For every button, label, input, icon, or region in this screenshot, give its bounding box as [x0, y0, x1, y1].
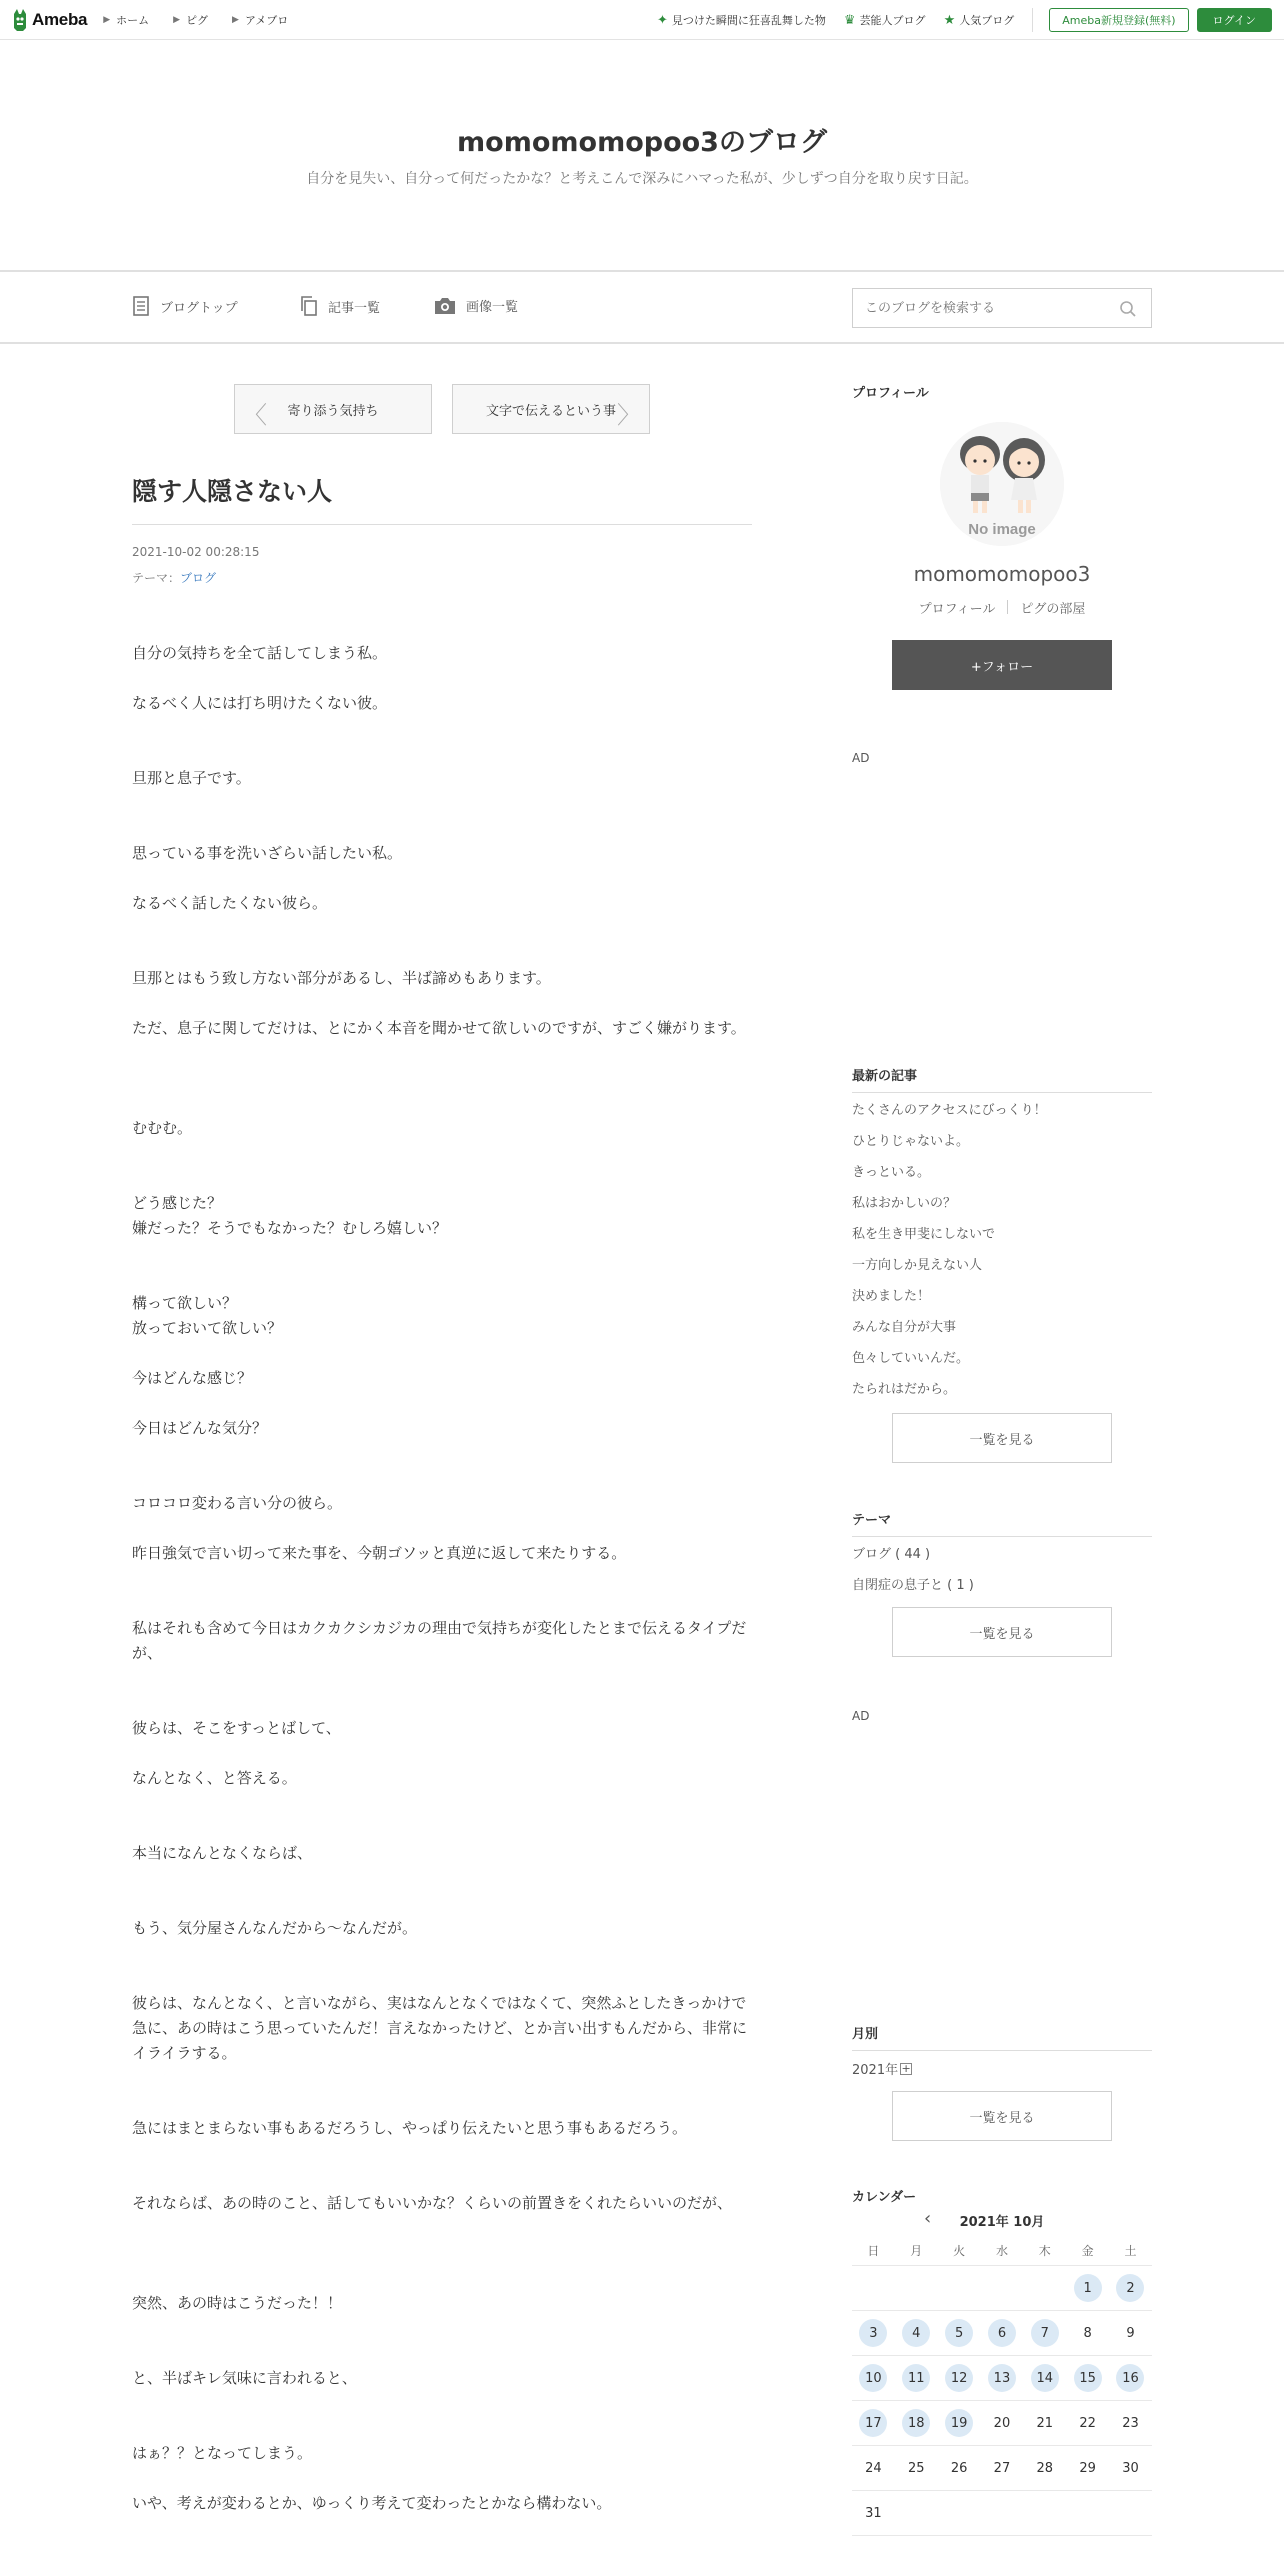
article-paragraph: 急にはまとまらない事もあるだろうし、やっぱり伝えたいと思う事もあるだろう。 [132, 2119, 688, 2137]
calendar-day-link[interactable]: 15 [1074, 2364, 1102, 2392]
calendar-day: 23 [1122, 2415, 1139, 2431]
year-toggle[interactable]: 2021年 + [852, 2062, 911, 2078]
link-popular-blog[interactable]: ★ 人気ブログ [943, 12, 1015, 28]
calendar-day-link[interactable]: 12 [945, 2364, 973, 2392]
article-paragraph: もう、気分屋さんなんだから〜なんだが。 [132, 1919, 418, 1937]
recent-item[interactable]: きっといる。 [852, 1165, 931, 1180]
recent-item[interactable]: 色々していいんだ。 [852, 1351, 970, 1366]
themes-section [852, 1509, 1152, 1659]
theme-link[interactable]: ブログ [180, 571, 217, 585]
star-icon: ★ [943, 12, 956, 28]
nav-pigg[interactable]: ▶ ピグ [173, 13, 209, 27]
calendar-day: 29 [1079, 2460, 1096, 2476]
nav-home[interactable]: ▶ ホーム [103, 13, 150, 27]
calendar-week-row [852, 2401, 1152, 2446]
calendar-weekday: 木 [1038, 2244, 1051, 2258]
monthly-section [852, 2023, 1152, 2143]
divider [132, 524, 752, 525]
calendar-day: 24 [865, 2460, 882, 2476]
article-paragraph: 彼らは、なんとなく、と言いながら、実はなんとなくではなくて、突然ふとしたきっかけで急に、あの時はこう思っていたんだ！言えなかったけど、とか言い出すもんだから、非常にイライラする。 [132, 1994, 748, 2062]
calendar-day[interactable] [938, 2409, 981, 2437]
calendar-weekday: 日 [867, 2244, 880, 2258]
article-paragraph: 思っている事を洗いざらい話したい私。 [132, 844, 403, 862]
nav-image-list[interactable]: 画像一覧 [434, 296, 518, 315]
blog-title[interactable]: momomomopoo3のブログ [457, 127, 827, 158]
article-paragraph: 嫌だった？そうでもなかった？むしろ嬉しい？ [132, 1219, 448, 1237]
crown-icon: ♛ [843, 12, 856, 28]
prev-article-button[interactable]: 〈 寄り添う気持ち [234, 384, 432, 434]
profile-name[interactable]: momomomopoo3 [913, 562, 1091, 586]
monthly-more-button[interactable]: 一覧を見る [892, 2091, 1112, 2141]
global-nav [103, 12, 312, 28]
calendar-weekday: 火 [953, 2244, 966, 2258]
calendar-day[interactable] [981, 2364, 1024, 2392]
profile-links [852, 598, 1152, 617]
global-header [0, 0, 1284, 40]
chevron-right-icon: 〉 [617, 401, 641, 429]
calendar-day[interactable] [1066, 2274, 1109, 2302]
next-article-button[interactable]: 文字で伝えるという事 〉 [452, 384, 650, 434]
calendar-grid [852, 2236, 1152, 2536]
nav-blog-top[interactable]: ブログトップ [132, 296, 238, 316]
register-button[interactable]: Ameba新規登録(無料) [1049, 8, 1188, 32]
calendar-day-link[interactable]: 14 [1031, 2364, 1059, 2392]
calendar-weekday: 水 [995, 2244, 1008, 2258]
calendar-header [852, 2208, 1152, 2232]
article-paragraph: なるべく人には打ち明けたくない彼。 [132, 694, 388, 712]
article-paragraph: 構って欲しい？ [132, 1294, 238, 1312]
calendar-week-row [852, 2266, 1152, 2311]
theme-item[interactable]: ブログ ( 44 ) [852, 1547, 931, 1562]
article-paragraph: 突然、あの時はこうだった！！ [132, 2294, 343, 2312]
recent-more-button[interactable]: 一覧を見る [892, 1413, 1112, 1463]
chevron-right-icon: ▶ [173, 14, 181, 25]
divider [1007, 600, 1008, 614]
divider [852, 2050, 1152, 2051]
calendar-day[interactable] [895, 2319, 938, 2347]
calendar-day[interactable] [1066, 2364, 1109, 2392]
article-paragraph: 放っておいて欲しい？ [132, 1319, 283, 1337]
blog-search[interactable] [852, 288, 1152, 328]
article-paragraph: 本当になんとなくならば、 [132, 1844, 313, 1862]
calendar-heading: カレンダー [852, 2190, 917, 2205]
calendar-day-link[interactable]: 3 [859, 2319, 887, 2347]
calendar-day[interactable] [852, 2364, 895, 2392]
calendar-day[interactable] [938, 2364, 981, 2392]
calendar-day[interactable] [938, 2319, 981, 2347]
chevron-right-icon: ▶ [103, 14, 111, 25]
sparkle-icon: ✦ [657, 12, 668, 28]
article-paragraph: コロコロ変わる言い分の彼ら。 [132, 1494, 343, 1512]
calendar-week-row [852, 2491, 1152, 2536]
profile-link[interactable]: プロフィール [918, 602, 996, 617]
calendar-day-link[interactable]: 19 [945, 2409, 973, 2437]
calendar-day-link[interactable]: 13 [988, 2364, 1016, 2392]
calendar-day[interactable] [1023, 2364, 1066, 2392]
article-paragraph: 自分の気持ちを全て話してしまう私。 [132, 644, 388, 662]
calendar-day-link[interactable]: 1 [1074, 2274, 1102, 2302]
article-paragraph: 昨日強気で言い切って来た事を、今朝ゴソッと真逆に返して来たりする。 [132, 1544, 627, 1562]
article-paragraph: 今日はどんな気分？ [132, 1419, 268, 1437]
calendar-week-row [852, 2356, 1152, 2401]
recent-item[interactable]: 決めました！ [852, 1289, 931, 1304]
calendar-weekday: 土 [1124, 2244, 1137, 2258]
monthly-heading: 月別 [852, 2027, 879, 2042]
calendar-weekday: 月 [910, 2244, 923, 2258]
calendar-day[interactable] [895, 2409, 938, 2437]
calendar-day[interactable] [895, 2364, 938, 2392]
calendar-day: 22 [1079, 2415, 1096, 2431]
calendar-day: 8 [1083, 2325, 1092, 2341]
blog-header [0, 40, 1284, 270]
article-paragraph: それならば、あの時のこと、話してもいいかな？くらいの前置きをくれたらいいのだが、 [132, 2194, 733, 2212]
calendar-day: 20 [993, 2415, 1011, 2431]
link-celebrity-blog[interactable]: ♛ 芸能人ブログ [843, 12, 926, 28]
calendar-day-link[interactable]: 2 [1116, 2274, 1144, 2302]
calendar-day: 27 [993, 2460, 1011, 2476]
document-icon [132, 296, 150, 316]
calendar-day-link[interactable]: 5 [945, 2319, 973, 2347]
calendar-weekday-row [852, 2236, 1152, 2266]
recent-item[interactable]: たくさんのアクセスにびっくり！ [852, 1103, 1047, 1118]
calendar-day: 28 [1036, 2460, 1054, 2476]
article-paragraph: ただ、息子に関してだけは、とにかく本音を聞かせて欲しいのですが、すごく嫌がります。 [132, 1019, 746, 1037]
article-paragraph: と、半ばキレ気味に言われると、 [132, 2369, 357, 2387]
nav-article-list[interactable]: 記事一覧 [300, 296, 380, 316]
calendar-day[interactable] [1023, 2319, 1066, 2347]
article-title[interactable]: 隠す人隠さない人 [132, 477, 333, 506]
calendar-day-link[interactable]: 6 [988, 2319, 1016, 2347]
article-paragraph: 今はどんな感じ？ [132, 1369, 253, 1387]
recent-item[interactable]: ひとりじゃないよ。 [852, 1134, 970, 1149]
blog-description: 自分を見失い、自分って何だったかな？と考えこんで深みにハマった私が、少しずつ自分を取り戻す日記。 [306, 171, 978, 187]
global-header-right [639, 8, 1272, 32]
recent-heading: 最新の記事 [852, 1069, 918, 1084]
no-image-label: No image [968, 521, 1036, 538]
recent-articles-section [852, 1065, 1152, 1465]
chevron-left-icon: 〈 [243, 401, 267, 429]
calendar-day[interactable] [1109, 2274, 1152, 2302]
calendar-day[interactable] [852, 2409, 895, 2437]
copy-icon [300, 296, 318, 316]
calendar-day-link[interactable]: 11 [902, 2364, 930, 2392]
calendar-day[interactable] [852, 2319, 895, 2347]
article-paragraph: 彼らは、そこをすっとばして、 [132, 1719, 341, 1737]
calendar-day: 26 [950, 2460, 968, 2476]
chevron-right-icon: ▶ [232, 14, 239, 25]
calendar-day-link[interactable]: 4 [902, 2319, 930, 2347]
recent-item[interactable]: 私を生き甲斐にしないで [852, 1227, 996, 1242]
calendar-weekday: 金 [1081, 2244, 1094, 2258]
search-icon[interactable] [1119, 300, 1137, 318]
article-date: 2021-10-02 00:28:15 [132, 545, 260, 559]
calendar-day: 21 [1036, 2415, 1054, 2431]
nav-ameblo[interactable]: ▶ アメブロ [232, 13, 289, 27]
calendar-day-link[interactable]: 18 [902, 2409, 930, 2437]
divider [852, 1092, 1152, 1093]
ameba-logo[interactable] [12, 8, 87, 32]
article-paragraph: なるべく話したくない彼ら。 [132, 894, 328, 912]
ad-label: AD [852, 1709, 870, 1723]
blog-search-input[interactable] [865, 301, 1115, 316]
camera-icon [434, 297, 456, 315]
calendar-day: 30 [1122, 2460, 1139, 2476]
article-paragraph: 私はそれも含めて今日はカクカクシカジカの理由で気持ちが変化したとまで伝えるタイプだが、 [132, 1619, 747, 1662]
article-theme: テーマ：ブログ [132, 571, 217, 585]
article-paragraph: 旦那と息子です。 [132, 769, 251, 787]
themes-list [852, 1539, 1152, 1601]
profile-heading: プロフィール [852, 386, 929, 401]
article-paragraph: むむむ。 [132, 1119, 193, 1137]
calendar-day[interactable] [1109, 2364, 1152, 2392]
divider [852, 1536, 1152, 1537]
divider [1032, 8, 1033, 32]
article-paragraph: いや、考えが変わるとか、ゆっくり考えて変わったとかなら構わない。 [132, 2494, 612, 2512]
recent-item[interactable]: たられはだから。 [852, 1382, 957, 1397]
calendar-day-link[interactable]: 16 [1116, 2364, 1144, 2392]
ameba-wordmark: Ameba [32, 9, 88, 29]
calendar-day: 31 [865, 2505, 882, 2521]
calendar-week-row [852, 2311, 1152, 2356]
profile-section [852, 382, 1152, 712]
avatar[interactable] [940, 422, 1064, 546]
article-paragraph: どう感じた？ [132, 1194, 223, 1212]
themes-more-button[interactable]: 一覧を見る [892, 1607, 1112, 1657]
pigg-room-link[interactable]: ピグの部屋 [1020, 602, 1086, 617]
recent-item[interactable]: 私はおかしいの？ [852, 1196, 957, 1211]
ad-label: AD [852, 751, 870, 765]
ameba-mascot-icon [12, 8, 28, 32]
avatar-illustration [940, 422, 1064, 546]
calendar-day-link[interactable]: 7 [1031, 2319, 1059, 2347]
link-featured[interactable]: ✦ 見つけた瞬間に狂喜乱舞した物 [657, 12, 826, 28]
recent-item[interactable]: みんな自分が大事 [852, 1320, 957, 1335]
calendar-day: 25 [907, 2460, 925, 2476]
themes-heading: テーマ [852, 1513, 892, 1528]
blog-nav-bar [0, 270, 1284, 344]
article-paragraph: はぁ？？となってしまう。 [132, 2444, 313, 2462]
recent-list [852, 1095, 1152, 1405]
calendar-month: 2021年 10月 [959, 2215, 1045, 2230]
calendar-day[interactable] [981, 2319, 1024, 2347]
chevron-left-icon[interactable]: ‹ [924, 2208, 932, 2229]
calendar-week-row [852, 2446, 1152, 2491]
calendar-day-link[interactable]: 17 [859, 2409, 887, 2437]
calendar-section [852, 2186, 1152, 2526]
article-paragraph: なんとなく、と答える。 [132, 1769, 297, 1787]
article-paragraph: 旦那とはもう致し方ない部分があるし、半ば諦めもあります。 [132, 969, 551, 987]
calendar-day-link[interactable]: 10 [859, 2364, 887, 2392]
theme-item[interactable]: 自閉症の息子と ( 1 ) [852, 1578, 974, 1593]
expand-icon[interactable]: + [901, 2062, 911, 2075]
login-button[interactable]: ログイン [1197, 8, 1272, 32]
calendar-day: 9 [1126, 2325, 1135, 2341]
recent-item[interactable]: 一方向しか見えない人 [852, 1258, 983, 1273]
follow-button[interactable]: +フォロー [892, 640, 1112, 690]
